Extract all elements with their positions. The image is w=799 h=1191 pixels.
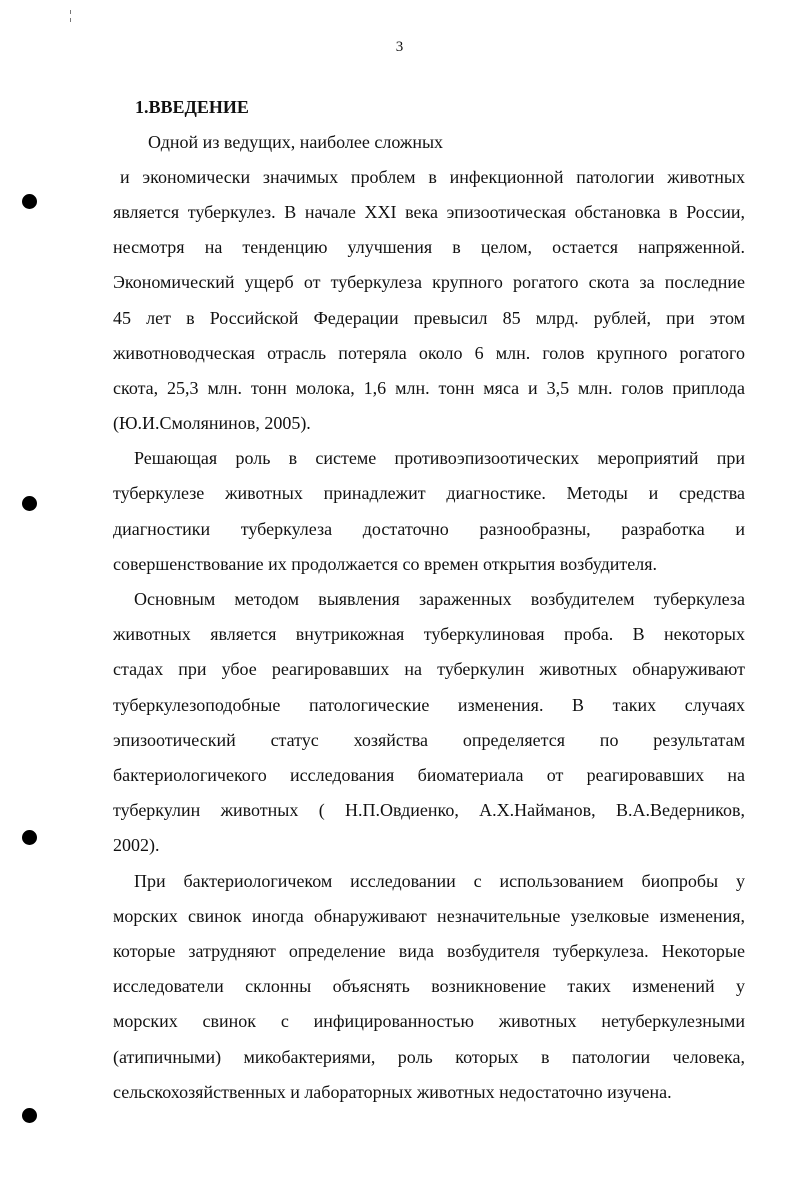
text-line: туберкулезе животных принадлежит диагностике. Методы и средства <box>113 483 745 503</box>
text-line: Решающая роль в системе противоэпизоотических мероприятий при <box>134 448 745 468</box>
text-line: 45 лет в Российской Федерации превысил 85 млрд. рублей, при этом <box>113 308 745 328</box>
text-line: диагностики туберкулеза достаточно разнообразны, разработка и <box>113 519 745 539</box>
text-line: исследователи склонны объяснять возникновение таких изменений у <box>113 976 745 996</box>
page-number: 3 <box>395 39 404 55</box>
text-line: животноводческая отрасль потеряла около 6 млн. голов крупного рогатого <box>113 343 745 363</box>
text-line: сельскохозяйственных и лабораторных животных недостаточно изучена. <box>113 1082 672 1102</box>
text-line: (Ю.И.Смолянинов, 2005). <box>113 413 311 433</box>
binder-hole <box>22 194 37 209</box>
text-line: 2002). <box>113 835 160 855</box>
scan-mark <box>70 18 71 22</box>
binder-hole <box>22 1108 37 1123</box>
text-line: эпизоотический статус хозяйства определяется по результатам <box>113 730 745 750</box>
text-line: стадах при убое реагировавших на туберкулин животных обнаруживают <box>113 659 745 679</box>
text-line: совершенствование их продолжается со времен открытия возбудителя. <box>113 554 657 574</box>
scan-mark <box>70 10 71 14</box>
text-line: туберкулин животных ( Н.П.Овдиенко, А.Х.Найманов, В.А.Ведерников, <box>113 800 745 820</box>
text-line: несмотря на тенденцию улучшения в целом, остается напряженной. <box>113 237 745 257</box>
text-line: Одной из ведущих, наиболее сложных <box>148 132 444 152</box>
text-line: туберкулезоподобные патологические изменения. В таких случаях <box>113 695 745 715</box>
section-heading: 1.ВВЕДЕНИЕ <box>135 97 249 117</box>
binder-hole <box>22 830 37 845</box>
text-line: (атипичными) микобактериями, роль которых в патологии человека, <box>113 1047 745 1067</box>
text-line: При бактериологичеком исследовании с использованием биопробы у <box>134 871 745 891</box>
text-line: скота, 25,3 млн. тонн молока, 1,6 млн. тонн мяса и 3,5 млн. голов приплода <box>113 378 745 398</box>
text-line: морских свинок с инфицированностью животных нетуберкулезными <box>113 1011 745 1031</box>
text-line: морских свинок иногда обнаруживают незначительные узелковые изменения, <box>113 906 745 926</box>
text-line: Основным методом выявления зараженных возбудителем туберкулеза <box>134 589 745 609</box>
text-line: является туберкулез. В начале XXI века эпизоотическая обстановка в России, <box>113 202 745 222</box>
binder-hole <box>22 496 37 511</box>
text-line: и экономически значимых проблем в инфекционной патологии животных <box>120 167 745 187</box>
text-line: Экономический ущерб от туберкулеза крупного рогатого скота за последние <box>113 272 745 292</box>
text-line: бактериологичекого исследования биоматериала от реагировавших на <box>113 765 745 785</box>
text-line: которые затрудняют определение вида возбудителя туберкулеза. Некоторые <box>113 941 745 961</box>
text-line: животных является внутрикожная туберкулиновая проба. В некоторых <box>113 624 745 644</box>
